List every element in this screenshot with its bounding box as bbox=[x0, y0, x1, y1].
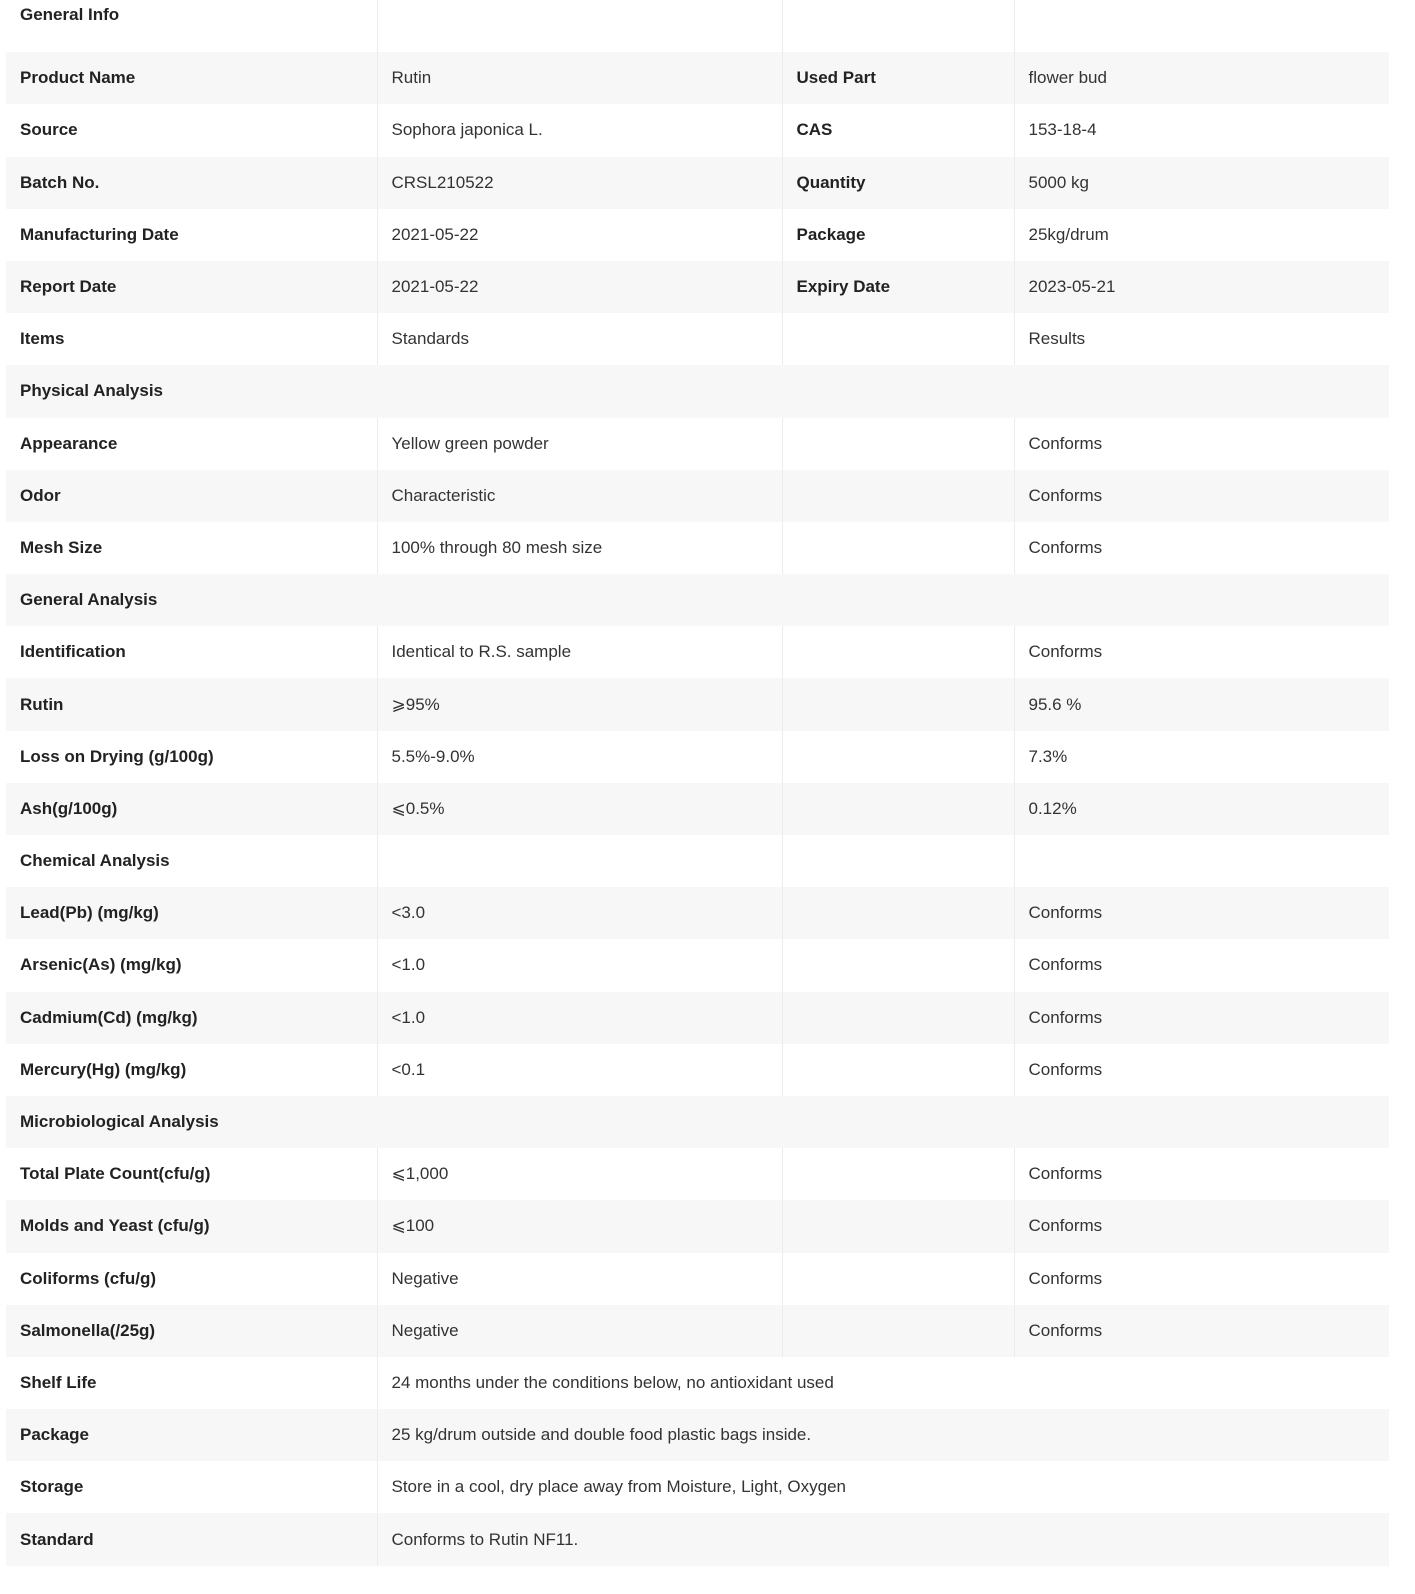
section-title: Chemical Analysis bbox=[20, 851, 170, 871]
test-standard: ⩽100 bbox=[377, 1200, 782, 1252]
table-row bbox=[6, 678, 1389, 730]
test-standard: 100% through 80 mesh size bbox=[377, 522, 782, 574]
section-title: General Analysis bbox=[20, 590, 158, 610]
field-label: CAS bbox=[782, 104, 1014, 156]
test-result: Conforms bbox=[1014, 1200, 1389, 1252]
table-row bbox=[6, 1148, 1389, 1200]
test-standard: Negative bbox=[377, 1305, 782, 1357]
field-value: CRSL210522 bbox=[377, 157, 782, 209]
specification-table bbox=[6, 0, 1389, 1566]
empty-cell bbox=[782, 1253, 1014, 1305]
table-row bbox=[6, 418, 1389, 470]
table-row bbox=[6, 783, 1389, 835]
test-standard: Negative bbox=[377, 1253, 782, 1305]
section-row bbox=[6, 365, 1389, 417]
test-result: Conforms bbox=[1014, 522, 1389, 574]
section-title: Microbiological Analysis bbox=[20, 1112, 219, 1132]
test-standard: <3.0 bbox=[377, 887, 782, 939]
table-row bbox=[6, 104, 1389, 156]
test-standard: Standards bbox=[377, 313, 782, 365]
field-label: Standard bbox=[20, 1529, 94, 1549]
empty-cell bbox=[782, 522, 1014, 574]
test-result: Conforms bbox=[1014, 1148, 1389, 1200]
field-value: 24 months under the conditions below, no antioxidant used bbox=[377, 1357, 1389, 1409]
test-standard: ⩽0.5% bbox=[377, 783, 782, 835]
field-label: Source bbox=[20, 120, 78, 140]
test-standard: <0.1 bbox=[377, 1044, 782, 1096]
test-item-name: Odor bbox=[20, 485, 61, 505]
table-row bbox=[6, 731, 1389, 783]
test-standard: ⩽1,000 bbox=[377, 1148, 782, 1200]
field-label: Product Name bbox=[20, 68, 136, 88]
field-label: Manufacturing Date bbox=[20, 224, 179, 244]
field-value: Store in a cool, dry place away from Moisture, Light, Oxygen bbox=[377, 1461, 1389, 1513]
empty-cell bbox=[782, 1305, 1014, 1357]
table-row bbox=[6, 1461, 1389, 1513]
field-value: 25 kg/drum outside and double food plastic bags inside. bbox=[377, 1409, 1389, 1461]
empty-cell bbox=[377, 835, 782, 887]
test-standard: <1.0 bbox=[377, 939, 782, 991]
test-item-name: Loss on Drying (g/100g) bbox=[20, 746, 214, 766]
section-row bbox=[6, 0, 1389, 52]
field-label: Storage bbox=[20, 1477, 84, 1497]
table-row bbox=[6, 52, 1389, 104]
table-row bbox=[6, 1409, 1389, 1461]
field-value: 153-18-4 bbox=[1014, 104, 1389, 156]
test-standard: 5.5%-9.0% bbox=[377, 731, 782, 783]
table-row bbox=[6, 1357, 1389, 1409]
table-row bbox=[6, 1044, 1389, 1096]
field-label: Quantity bbox=[782, 157, 1014, 209]
empty-cell bbox=[377, 0, 782, 52]
test-result: Conforms bbox=[1014, 1253, 1389, 1305]
empty-cell bbox=[782, 418, 1014, 470]
table-row bbox=[6, 261, 1389, 313]
test-result: Results bbox=[1014, 313, 1389, 365]
test-result: 95.6 % bbox=[1014, 678, 1389, 730]
field-label: Expiry Date bbox=[782, 261, 1014, 313]
test-standard: ⩾95% bbox=[377, 678, 782, 730]
table-row bbox=[6, 939, 1389, 991]
test-item-name: Molds and Yeast (cfu/g) bbox=[20, 1216, 210, 1236]
test-standard: <1.0 bbox=[377, 992, 782, 1044]
empty-cell bbox=[782, 939, 1014, 991]
test-result: Conforms bbox=[1014, 1305, 1389, 1357]
empty-cell bbox=[782, 1148, 1014, 1200]
test-result: Conforms bbox=[1014, 418, 1389, 470]
test-result: 0.12% bbox=[1014, 783, 1389, 835]
empty-cell bbox=[782, 992, 1014, 1044]
field-label: Report Date bbox=[20, 277, 117, 297]
table-row bbox=[6, 1200, 1389, 1252]
empty-cell bbox=[1014, 835, 1389, 887]
test-item-name: Arsenic(As) (mg/kg) bbox=[20, 955, 182, 975]
test-item-name: Coliforms (cfu/g) bbox=[20, 1268, 156, 1288]
table-row bbox=[6, 522, 1389, 574]
test-result: Conforms bbox=[1014, 887, 1389, 939]
empty-cell bbox=[1014, 0, 1389, 52]
field-label: Package bbox=[20, 1425, 89, 1445]
field-value: 2021-05-22 bbox=[377, 261, 782, 313]
table-row bbox=[6, 313, 1389, 365]
field-label: Batch No. bbox=[20, 172, 100, 192]
test-item-name: Cadmium(Cd) (mg/kg) bbox=[20, 1007, 198, 1027]
table-row bbox=[6, 887, 1389, 939]
test-standard: Characteristic bbox=[377, 470, 782, 522]
empty-cell bbox=[782, 313, 1014, 365]
test-result: 7.3% bbox=[1014, 731, 1389, 783]
empty-cell bbox=[782, 783, 1014, 835]
test-item-name: Mercury(Hg) (mg/kg) bbox=[20, 1059, 187, 1079]
table-row bbox=[6, 470, 1389, 522]
field-value: 2021-05-22 bbox=[377, 209, 782, 261]
table-row bbox=[6, 992, 1389, 1044]
empty-cell bbox=[782, 678, 1014, 730]
field-value: flower bud bbox=[1014, 52, 1389, 104]
test-item-name: Lead(Pb) (mg/kg) bbox=[20, 903, 159, 923]
test-result: Conforms bbox=[1014, 939, 1389, 991]
section-row bbox=[6, 1096, 1389, 1148]
section-title: Physical Analysis bbox=[20, 381, 164, 401]
field-label: Package bbox=[782, 209, 1014, 261]
test-item-name: Rutin bbox=[20, 694, 64, 714]
table-row bbox=[6, 209, 1389, 261]
test-item-name: Total Plate Count(cfu/g) bbox=[20, 1164, 211, 1184]
section-row bbox=[6, 835, 1389, 887]
field-value: Rutin bbox=[377, 52, 782, 104]
empty-cell bbox=[782, 0, 1014, 52]
field-value: 25kg/drum bbox=[1014, 209, 1389, 261]
specification-table-body bbox=[6, 0, 1389, 1566]
test-item-name: Appearance bbox=[20, 433, 118, 453]
test-result: Conforms bbox=[1014, 470, 1389, 522]
empty-cell bbox=[782, 731, 1014, 783]
field-value: Sophora japonica L. bbox=[377, 104, 782, 156]
field-value: Conforms to Rutin NF11. bbox=[377, 1513, 1389, 1565]
empty-cell bbox=[782, 470, 1014, 522]
table-row bbox=[6, 1253, 1389, 1305]
empty-cell bbox=[782, 1200, 1014, 1252]
test-item-name: Mesh Size bbox=[20, 537, 103, 557]
empty-cell bbox=[782, 835, 1014, 887]
test-standard: Yellow green powder bbox=[377, 418, 782, 470]
table-row bbox=[6, 1513, 1389, 1565]
test-result: Conforms bbox=[1014, 992, 1389, 1044]
test-item-name: Salmonella(/25g) bbox=[20, 1320, 156, 1340]
empty-cell bbox=[782, 1044, 1014, 1096]
table-row bbox=[6, 626, 1389, 678]
test-standard: Identical to R.S. sample bbox=[377, 626, 782, 678]
table-row bbox=[6, 1305, 1389, 1357]
field-value: 2023-05-21 bbox=[1014, 261, 1389, 313]
test-result: Conforms bbox=[1014, 626, 1389, 678]
field-value: 5000 kg bbox=[1014, 157, 1389, 209]
section-row bbox=[6, 574, 1389, 626]
test-item-name: Items bbox=[20, 329, 65, 349]
field-label: Used Part bbox=[782, 52, 1014, 104]
section-title: General Info bbox=[20, 5, 120, 24]
empty-cell bbox=[782, 626, 1014, 678]
test-item-name: Ash(g/100g) bbox=[20, 798, 118, 818]
table-row bbox=[6, 157, 1389, 209]
test-item-name: Identification bbox=[20, 642, 126, 662]
field-label: Shelf Life bbox=[20, 1372, 97, 1392]
empty-cell bbox=[782, 887, 1014, 939]
test-result: Conforms bbox=[1014, 1044, 1389, 1096]
